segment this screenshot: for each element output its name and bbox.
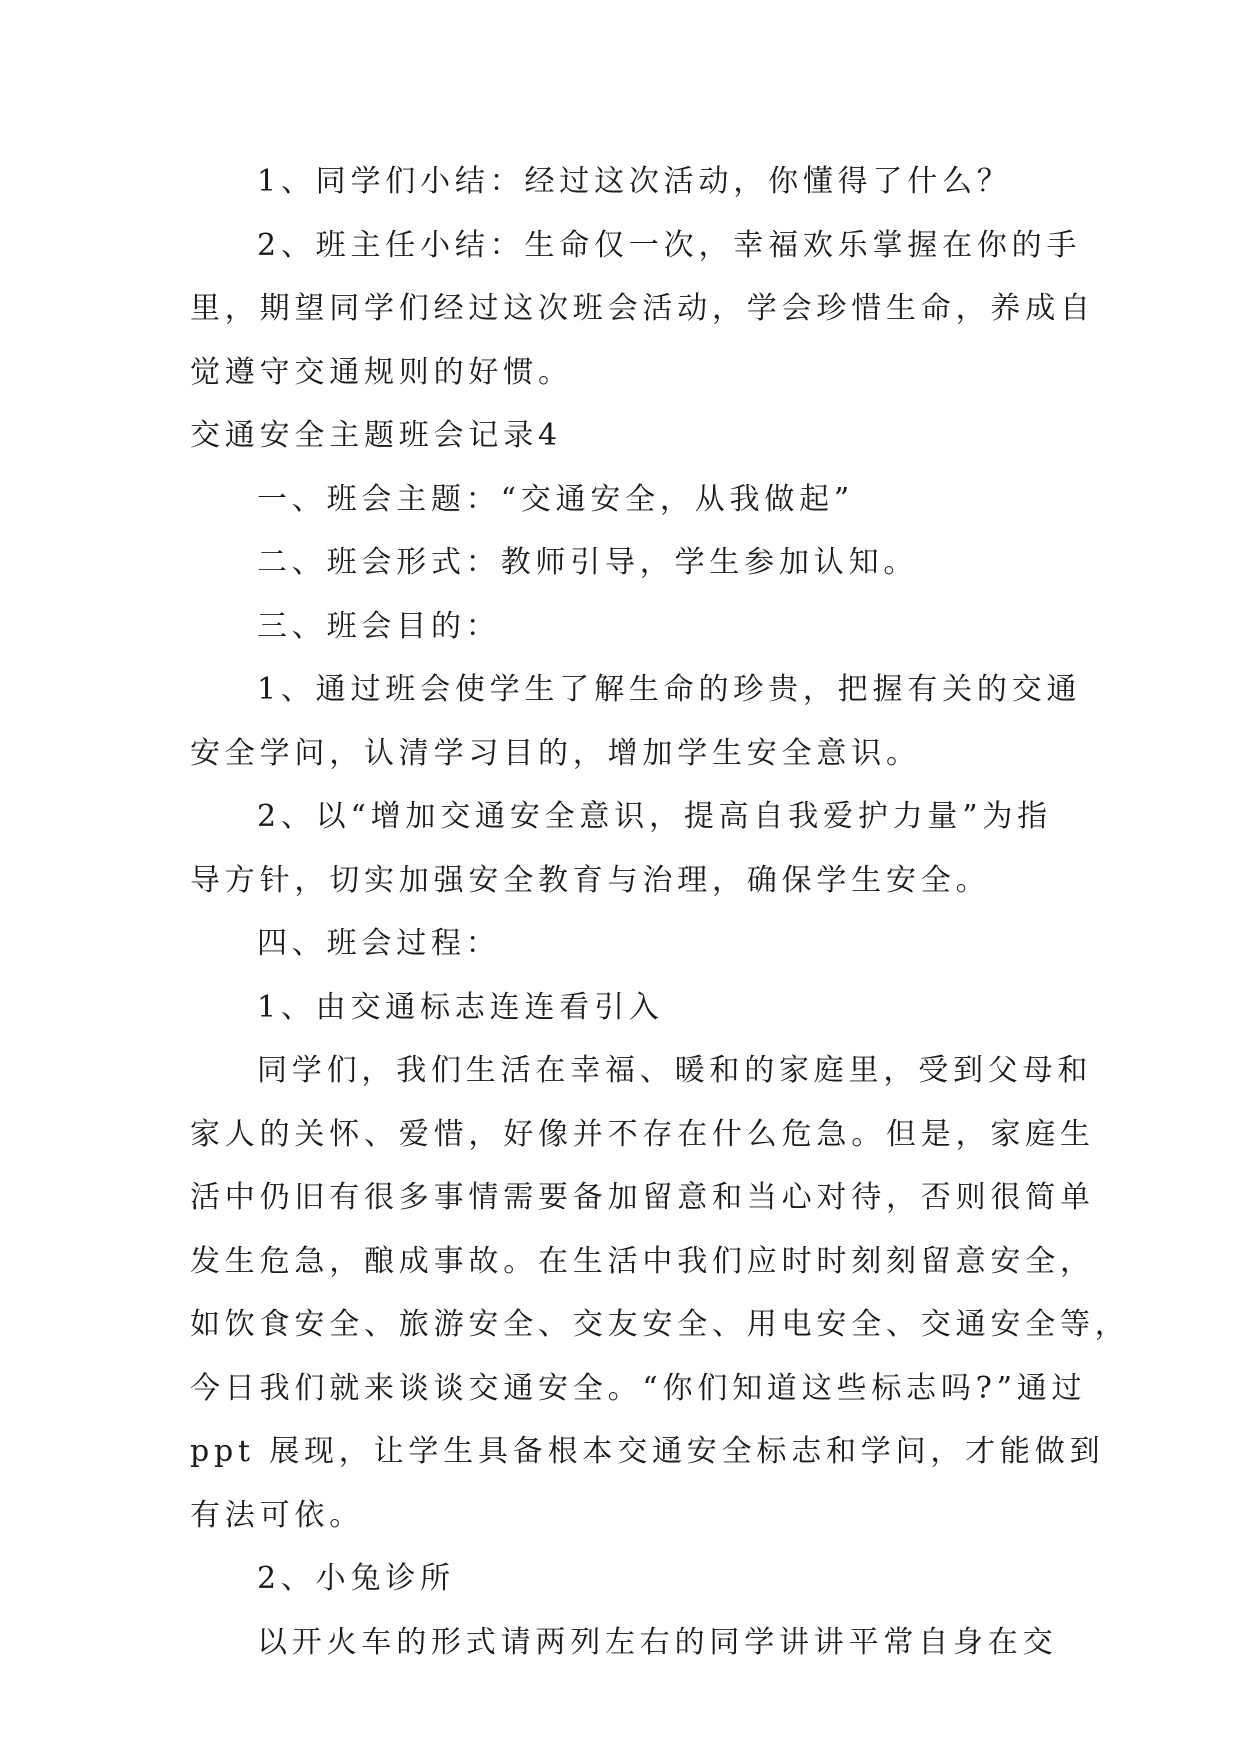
paragraph-line: 2、班主任小结：生命仅一次，幸福欢乐掌握在你的手	[257, 227, 1082, 263]
paragraph-line: 今日我们就来谈谈交通安全。“你们知道这些标志吗?”通过	[190, 1370, 1087, 1406]
paragraph-line: 1、由交通标志连连看引入	[257, 989, 664, 1025]
paragraph-line: 同学们，我们生活在幸福、暖和的家庭里，受到父母和	[257, 1053, 1093, 1088]
paragraph-line: 觉遵守交通规则的好惯。	[190, 354, 573, 390]
paragraph-line: ppt 展现，让学生具备根本交通安全标志和学问，才能做到	[190, 1434, 1105, 1469]
paragraph-line: 活中仍旧有很多事情需要备加留意和当心对待，否则很简单	[190, 1180, 1095, 1215]
paragraph-line: 二、班会形式：教师引导，学生参加认知。	[257, 545, 919, 580]
paragraph-line: 里，期望同学们经过这次班会活动，学会珍惜生命，养成自	[190, 291, 1095, 326]
paragraph-line: 2、以“增加交通安全意识，提高自我爱护力量”为指	[257, 799, 1052, 834]
paragraph-line: 2、小兔诊所	[257, 1561, 455, 1596]
paragraph-line: 三、班会目的：	[257, 608, 501, 644]
paragraph-line: 有法可依。	[190, 1497, 364, 1533]
paragraph-line: 1、通过班会使学生了解生命的珍贵，把握有关的交通	[257, 672, 1082, 707]
paragraph-line: 一、班会主题：“交通安全，从我做起”	[257, 481, 855, 517]
document-body	[190, 150, 1130, 1674]
paragraph-line: 以开火车的形式请两列左右的同学讲讲平常自身在交	[257, 1624, 1058, 1660]
paragraph-line: 1、同学们小结：经过这次活动，你懂得了什么？	[257, 164, 1012, 199]
section-heading: 交通安全主题班会记录4	[190, 418, 562, 453]
paragraph-line: 导方针，切实加强安全教育与治理，确保学生安全。	[190, 862, 991, 898]
paragraph-line: 家人的关怀、爱惜，好像并不存在什么危急。但是，家庭生	[190, 1116, 1095, 1152]
paragraph-line: 如饮食安全、旅游安全、交友安全、用电安全、交通安全等，	[190, 1307, 1130, 1342]
paragraph-line: 四、班会过程：	[257, 926, 501, 961]
paragraph-line: 安全学问，认清学习目的，增加学生安全意识。	[190, 735, 921, 771]
paragraph-line: 发生危急，酿成事故。在生活中我们应时时刻刻留意安全，	[190, 1243, 1095, 1279]
